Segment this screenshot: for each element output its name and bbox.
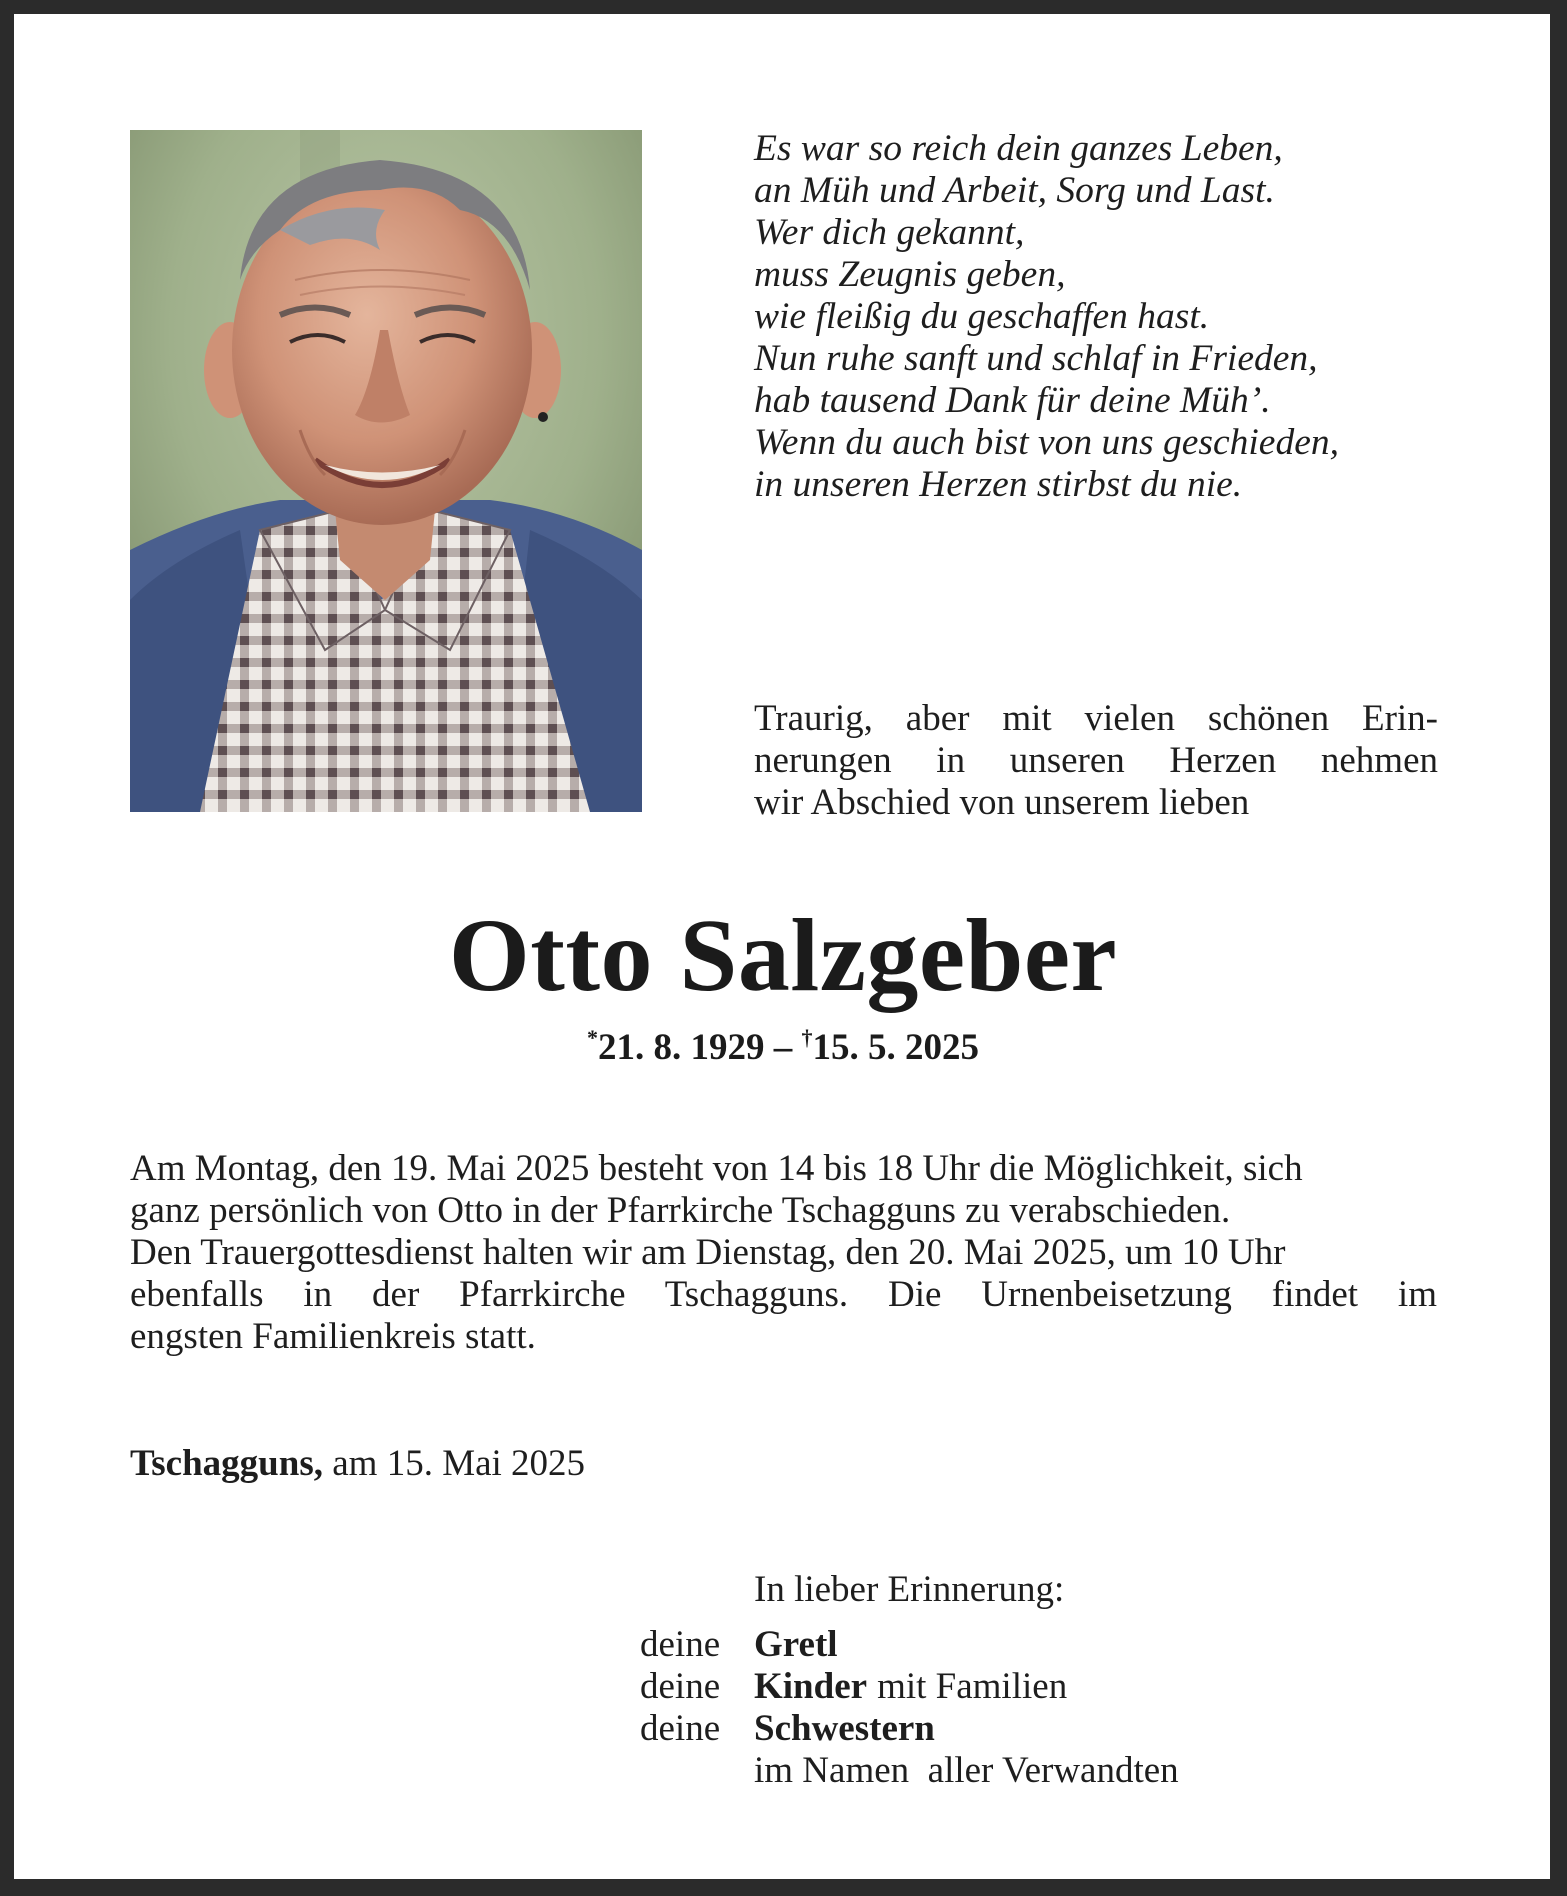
signer-name: Schwestern: [754, 1708, 935, 1749]
signer-prefix: deine: [640, 1666, 721, 1707]
life-dates: [130, 1026, 1436, 1070]
deceased-name: Otto Salzgeber: [448, 898, 1118, 1013]
intro-line: Traurig, aber mit vielen schönen Erin-: [754, 698, 1438, 739]
death-symbol: †: [801, 1025, 813, 1050]
announcement-line: ebenfalls in der Pfarrkirche Tschagguns. Die Urnenbeisetzung findet im: [130, 1274, 1437, 1315]
signers-list: [640, 1624, 1067, 1750]
poem-line: muss Zeugnis geben,: [754, 254, 1066, 295]
poem-line: Es war so reich dein ganzes Leben,: [754, 128, 1283, 169]
announcement-line: engsten Familienkreis statt.: [130, 1316, 536, 1357]
signer-prefix: deine: [640, 1708, 721, 1749]
signer-suffix: mit Familien: [877, 1666, 1068, 1707]
birth-symbol: *: [587, 1025, 598, 1050]
poem-line: Wenn du auch bist von uns geschieden,: [754, 422, 1339, 463]
signer-row: [640, 1708, 1067, 1750]
intro-text: [754, 698, 1438, 824]
place: Tschagguns,: [130, 1443, 323, 1484]
death-date: 15. 5. 2025: [812, 1027, 979, 1068]
date-separator: –: [764, 1027, 802, 1068]
signer-row: [640, 1624, 1067, 1666]
memorial-poem: [754, 128, 1454, 506]
poem-line: Nun ruhe sanft und schlaf in Frieden,: [754, 338, 1318, 379]
poem-line: wie fleißig du geschaffen hast.: [754, 296, 1210, 337]
funeral-announcement: [130, 1148, 1437, 1358]
portrait-photo: [130, 130, 642, 812]
place-and-date: [130, 1442, 585, 1486]
poem-line: in unseren Herzen stirbst du nie.: [754, 464, 1243, 505]
announcement-line: ganz persönlich von Otto in der Pfarrkirche Tschagguns zu verabschieden.: [130, 1190, 1231, 1231]
date: am 15. Mai 2025: [332, 1443, 586, 1484]
birth-date: 21. 8. 1929: [598, 1027, 765, 1068]
signer-name: Kinder: [754, 1666, 868, 1707]
poem-line: an Müh und Arbeit, Sorg und Last.: [754, 170, 1275, 211]
closing-line: im Namen aller Verwandten: [754, 1750, 1179, 1791]
announcement-line: Am Montag, den 19. Mai 2025 besteht von 14 bis 18 Uhr die Möglichkeit, sich: [130, 1148, 1303, 1189]
signer-prefix: deine: [640, 1624, 721, 1665]
signer-name: Gretl: [754, 1624, 838, 1665]
intro-line: wir Abschied von unserem lieben: [754, 782, 1250, 823]
intro-line: nerungen in unseren Herzen nehmen: [754, 740, 1438, 781]
portrait-illustration: [130, 130, 642, 812]
poem-line: Wer dich gekannt,: [754, 212, 1025, 253]
remembrance-heading: In lieber Erinnerung:: [754, 1569, 1065, 1610]
poem-line: hab tausend Dank für deine Müh’.: [754, 380, 1271, 421]
announcement-line: Den Trauergottesdienst halten wir am Dienstag, den 20. Mai 2025, um 10 Uhr: [130, 1232, 1286, 1273]
signer-row: [640, 1666, 1067, 1708]
